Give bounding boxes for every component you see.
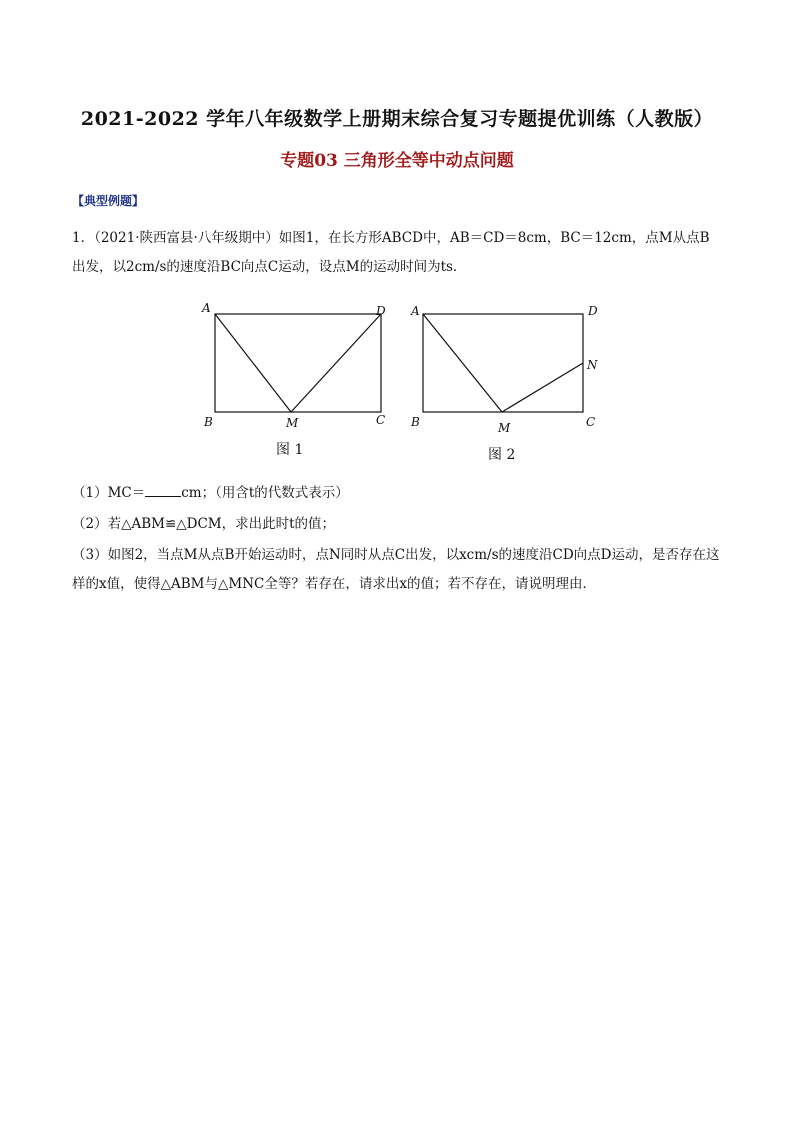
segment-mn-2: [502, 363, 583, 412]
figure-2: [410, 304, 598, 463]
question-1: [72, 479, 722, 508]
figure-1: [201, 301, 386, 458]
figures: [196, 296, 616, 471]
answer-blank: [145, 482, 181, 497]
fig1-label-d: D: [376, 304, 386, 318]
segment-am-1: [215, 314, 291, 412]
segment-dm-1: [291, 314, 381, 412]
section-label: 【典型例题】: [72, 194, 145, 208]
fig2-label-b: B: [411, 415, 420, 429]
rectangle-abcd-2: [423, 314, 583, 412]
problem-intro: 1．（2021·陕西富县·八年级期中）如图1，在长方形ABCD中，AB＝CD＝8cm，BC＝12cm，点M从点B出发，以2cm/s的速度沿BC向点C运动，设点M的运动时间为ts．: [72, 230, 710, 275]
fig1-label-c: C: [376, 413, 386, 427]
question-1-suffix: cm；（用含t的代数式表示）: [181, 485, 349, 501]
page-title: 2021-2022 学年八年级数学上册期末综合复习专题提优训练（人教版）: [80, 108, 714, 130]
fig1-caption: 图 1: [276, 442, 304, 458]
fig1-label-a: A: [202, 301, 211, 315]
fig1-label-m: M: [286, 416, 299, 430]
segment-am-2: [423, 314, 502, 412]
fig2-label-d: D: [588, 304, 598, 318]
fig2-label-n: N: [587, 358, 598, 372]
question-2: （2）若△ABM≌△DCM，求出此时t的值；: [72, 516, 336, 532]
question-1-prefix: （1）MC＝: [72, 485, 146, 501]
page-subtitle: 专题03 三角形全等中动点问题: [280, 151, 514, 171]
fig2-caption: 图 2: [488, 447, 516, 463]
fig2-label-c: C: [586, 415, 596, 429]
fig2-label-m: M: [498, 421, 511, 435]
rectangle-abcd-1: [215, 314, 381, 412]
question-3: （3）如图2，当点M从点B开始运动时，点N同时从点C出发，以xcm/s的速度沿CD向点D运动，是否存在这样的x值，使得△ABM与△MNC全等？若存在，请求出x的值；若不存在，请说明理由．: [72, 547, 720, 592]
fig1-label-b: B: [204, 415, 213, 429]
fig2-label-a: A: [411, 304, 420, 318]
